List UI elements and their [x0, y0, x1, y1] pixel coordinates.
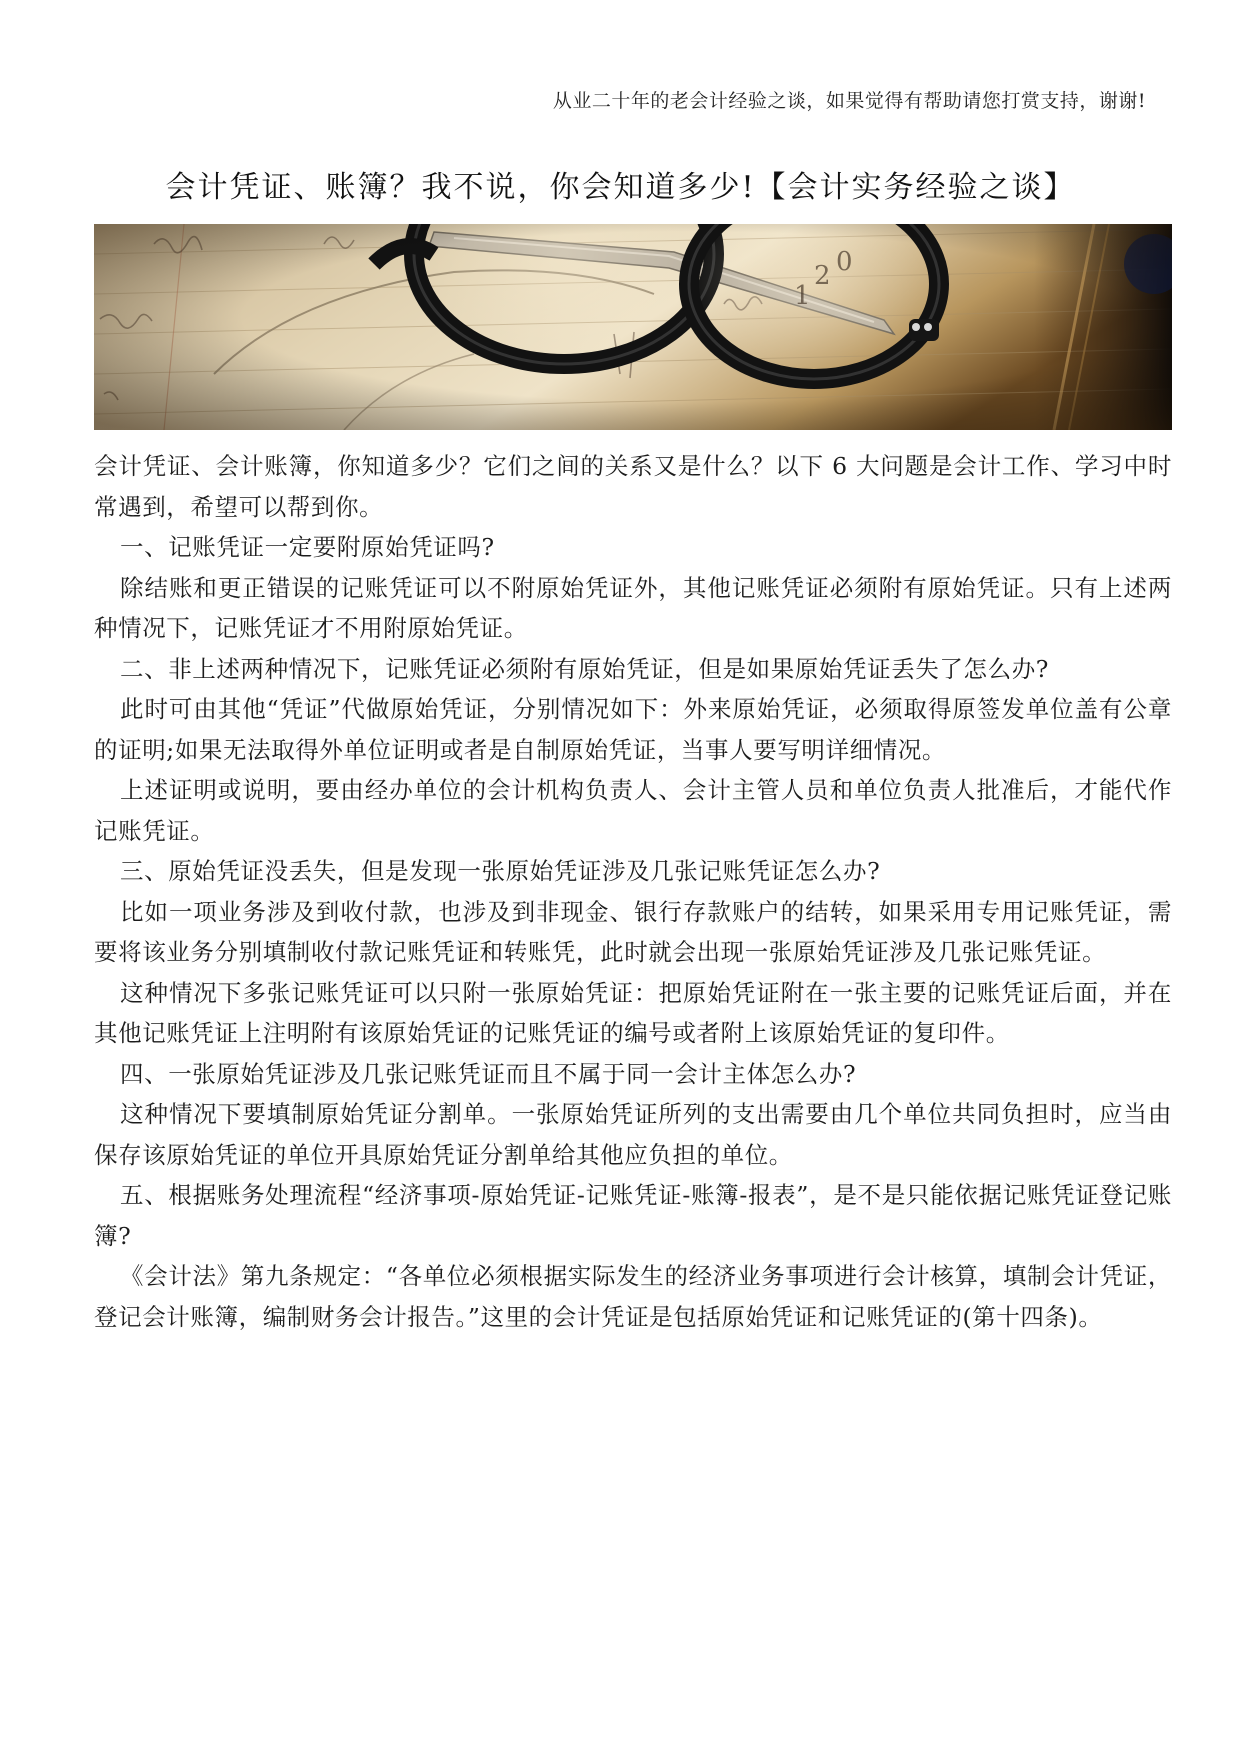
- section-heading: 三、原始凭证没丢失，但是发现一张原始凭证涉及几张记账凭证怎么办?: [120, 857, 881, 885]
- section-heading: 二、非上述两种情况下，记账凭证必须附有原始凭证，但是如果原始凭证丢失了怎么办?: [120, 654, 1049, 683]
- body-paragraph: 这种情况下要填制原始凭证分割单。一张原始凭证所列的支出需要由几个单位共同负担时，应当由保存该原始凭证的单位开具原始凭证分割单给其他应负担的单位。: [94, 1100, 1172, 1169]
- body-paragraph: 《会计法》第九条规定：“各单位必须根据实际发生的经济业务事项进行会计核算，填制会计凭证，登记会计账簿，编制财务会计报告。”这里的会计凭证是包括原始凭证和记账凭证的(第十四条)。: [94, 1262, 1172, 1331]
- section-heading: 五、根据账务处理流程“经济事项-原始凭证-记账凭证-账簿-报表”，是不是只能依据记账凭证登记账簿?: [94, 1181, 1172, 1250]
- body-paragraph: 比如一项业务涉及到收付款，也涉及到非现金、银行存款账户的结转，如果采用专用记账凭证，需要将该业务分别填制收付款记账凭证和转账凭，此时就会出现一张原始凭证涉及几张记账凭证。: [94, 897, 1172, 966]
- header-note: 从业二十年的老会计经验之谈，如果觉得有帮助请您打赏支持，谢谢!: [552, 90, 1146, 112]
- body-paragraph: 此时可由其他“凭证”代做原始凭证，分别情况如下：外来原始凭证，必须取得原签发单位盖有公章的证明;如果无法取得外单位证明或者是自制原始凭证，当事人要写明详细情况。: [94, 695, 1172, 764]
- body-paragraph: 上述证明或说明，要由经办单位的会计机构负责人、会计主管人员和单位负责人批准后，才能代作记账凭证。: [94, 776, 1172, 845]
- document-title: 会计凭证、账簿？我不说，你会知道多少!【会计实务经验之谈】: [165, 170, 1076, 205]
- body-paragraph: 会计凭证、会计账簿，你知道多少？它们之间的关系又是什么？以下 6 大问题是会计工作、学习中时常遇到，希望可以帮到你。: [94, 452, 1172, 521]
- article-body: [94, 446, 1172, 1337]
- section-heading: 一、记账凭证一定要附原始凭证吗?: [120, 533, 495, 561]
- hero-image: [94, 224, 1172, 430]
- section-heading: 四、一张原始凭证涉及几张记账凭证而且不属于同一会计主体怎么办?: [120, 1059, 857, 1088]
- body-paragraph: 除结账和更正错误的记账凭证可以不附原始凭证外，其他记账凭证必须附有原始凭证。只有上述两种情况下，记账凭证才不用附原始凭证。: [94, 573, 1172, 642]
- glasses-on-notebook-image: [94, 224, 1172, 430]
- body-paragraph: 这种情况下多张记账凭证可以只附一张原始凭证：把原始凭证附在一张主要的记账凭证后面，并在其他记账凭证上注明附有该原始凭证的记账凭证的编号或者附上该原始凭证的复印件。: [94, 978, 1172, 1047]
